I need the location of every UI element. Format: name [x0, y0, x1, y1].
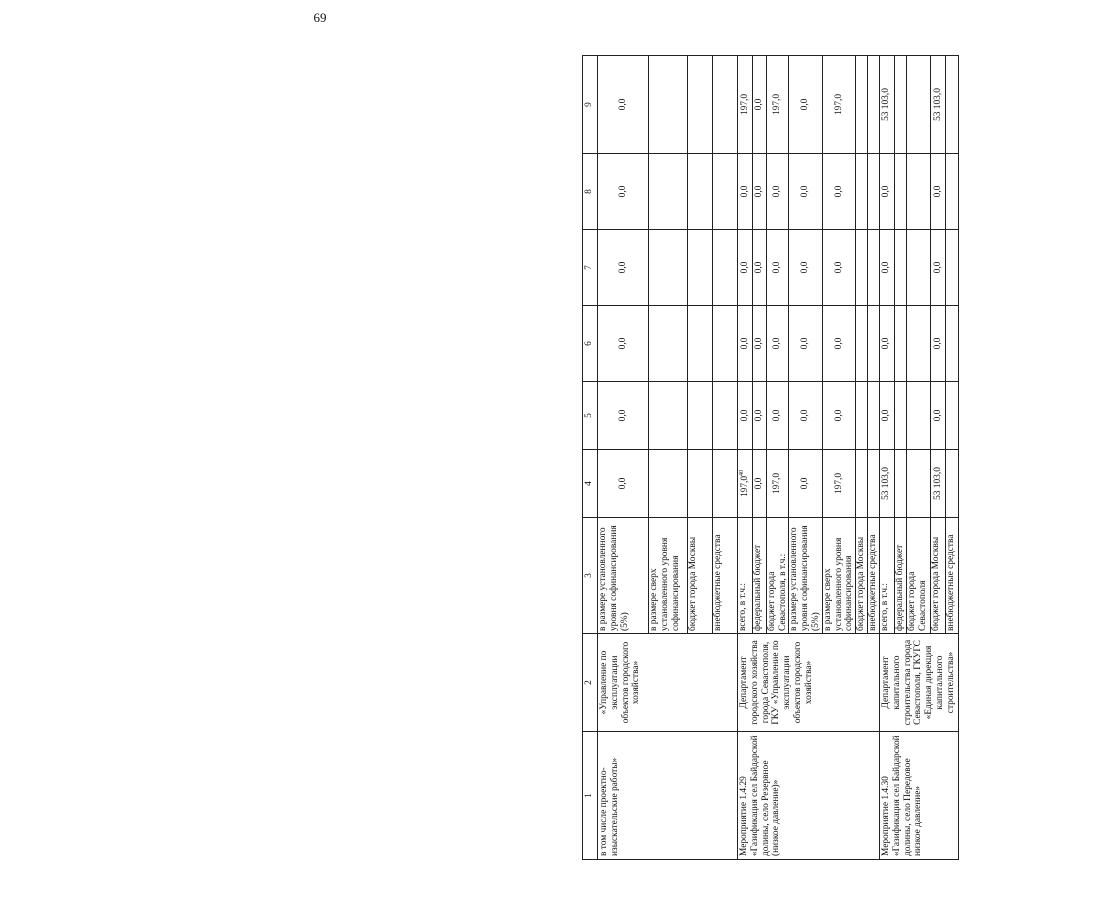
value-cell: 0,0	[822, 306, 855, 382]
measure-name: в том числе проектно-изыскательские работы»	[598, 732, 738, 860]
value-cell: 0,0	[789, 230, 822, 306]
col-header-6: 6	[583, 306, 598, 382]
value-cell: 197,0	[738, 56, 753, 154]
measure-name: Мероприятие 1.4.30 «Газификация сел Байдарской долины, село Передовое низкое давление»	[879, 732, 958, 860]
value-cell: 197,0	[766, 450, 789, 518]
value-cell: 0,0	[879, 382, 894, 450]
table-row	[879, 56, 894, 860]
value-cell: 0,0	[879, 306, 894, 382]
responsible-executor: Департамент капитального строительства города Севастополя, ГКУГС «Единая дирекция капитального строительства»	[879, 634, 958, 732]
funding-source: федеральный бюджет	[752, 518, 766, 634]
value-cell: 0,0	[752, 154, 766, 230]
value-cell: 197,0$^{40}$	[738, 450, 753, 518]
value-cell: 0,0	[822, 230, 855, 306]
funding-source: в размере установленного уровня софинансирования (5%)	[789, 518, 822, 634]
value-cell: 0,0	[789, 154, 822, 230]
value-cell: 0,0	[789, 382, 822, 450]
funding-source: в размере сверх установленного уровня софинансирования	[822, 518, 855, 634]
col-header-8: 8	[583, 154, 598, 230]
col-header-5: 5	[583, 382, 598, 450]
value-cell: 0,0	[766, 230, 789, 306]
col-header-1: 1	[583, 732, 598, 860]
value-cell: 197,0	[822, 450, 855, 518]
responsible-executor: Департамент городского хозяйства города Севастополя, ГКУ «Управление по эксплуатации объектов городского хозяйства»	[738, 634, 880, 732]
value-cell: 0,0	[766, 306, 789, 382]
value-cell: 197,0	[766, 56, 789, 154]
responsible-executor: «Управление по эксплуатации объектов городского хозяйства»	[598, 634, 738, 732]
header-row	[583, 56, 598, 860]
col-header-2: 2	[583, 634, 598, 732]
funding-source: бюджет города Севастополя, в т.ч.:	[766, 518, 789, 634]
value-cell: 0,0	[598, 382, 649, 450]
value-cell: 0,0	[931, 154, 946, 230]
table-row	[598, 56, 649, 860]
value-cell: 0,0	[931, 230, 946, 306]
funding-source: бюджет города Москвы	[688, 518, 713, 634]
value-cell: 0,0	[752, 382, 766, 450]
value-cell: 0,0	[822, 382, 855, 450]
value-cell: 0,0	[931, 382, 946, 450]
value-cell: 0,0	[752, 306, 766, 382]
col-header-9: 9	[583, 56, 598, 154]
value-cell: 53 103,0	[931, 56, 946, 154]
funding-source: в размере установленного уровня софинансирования (5%)	[598, 518, 649, 634]
funding-source: внебюджетные средства	[868, 518, 880, 634]
value-cell: 197,0	[822, 56, 855, 154]
rotated-table-container	[582, 56, 1107, 860]
col-header-3: 3	[583, 518, 598, 634]
measure-name: Мероприятие 1.4.29 «Газификация сел Байдарской долины, село Резервное (низкое давление)»	[738, 732, 880, 860]
funding-source: бюджет города Севастополя	[907, 518, 931, 634]
value-cell: 0,0	[766, 382, 789, 450]
col-header-4: 4	[583, 450, 598, 518]
funding-source: внебюджетные средства	[945, 518, 958, 634]
value-cell: 0,0	[789, 450, 822, 518]
value-cell: 0,0	[738, 230, 753, 306]
value-cell: 0,0	[822, 154, 855, 230]
page-number: 69	[313, 10, 327, 25]
value-cell: 0,0	[766, 154, 789, 230]
value-cell: 0,0	[598, 450, 649, 518]
value-cell: 0,0	[879, 230, 894, 306]
funding-source: внебюджетные средства	[713, 518, 738, 634]
funding-source: в размере сверх установленного уровня софинансирования	[649, 518, 688, 634]
footnote-mark: 40	[739, 469, 745, 476]
value-cell: 0,0	[879, 154, 894, 230]
budget-table	[582, 55, 959, 860]
value-cell: 53 103,0	[931, 450, 946, 518]
value-cell: 53 103,0	[879, 56, 894, 154]
value-cell: 0,0	[598, 306, 649, 382]
value-cell: 0,0	[931, 306, 946, 382]
value-cell: 0,0	[738, 382, 753, 450]
value-cell: 0,0	[738, 306, 753, 382]
col-header-7: 7	[583, 230, 598, 306]
funding-source: всего, в т.ч.:	[738, 518, 753, 634]
value-cell: 0,0	[789, 56, 822, 154]
value-cell: 0,0	[598, 56, 649, 154]
value-cell: 0,0	[598, 154, 649, 230]
table-row	[738, 56, 753, 860]
funding-source: федеральный бюджет	[894, 518, 907, 634]
value-cell: 0,0	[752, 230, 766, 306]
funding-source: бюджет города Москвы	[856, 518, 868, 634]
funding-source: бюджет города Москвы	[931, 518, 946, 634]
funding-source: всего, в т.ч.:	[879, 518, 894, 634]
value-cell: 0,0	[752, 56, 766, 154]
value-cell: 53 103,0	[879, 450, 894, 518]
value-cell: 0,0	[752, 450, 766, 518]
value-cell: 0,0	[789, 306, 822, 382]
value-cell: 0,0	[598, 230, 649, 306]
value-cell: 0,0	[738, 154, 753, 230]
